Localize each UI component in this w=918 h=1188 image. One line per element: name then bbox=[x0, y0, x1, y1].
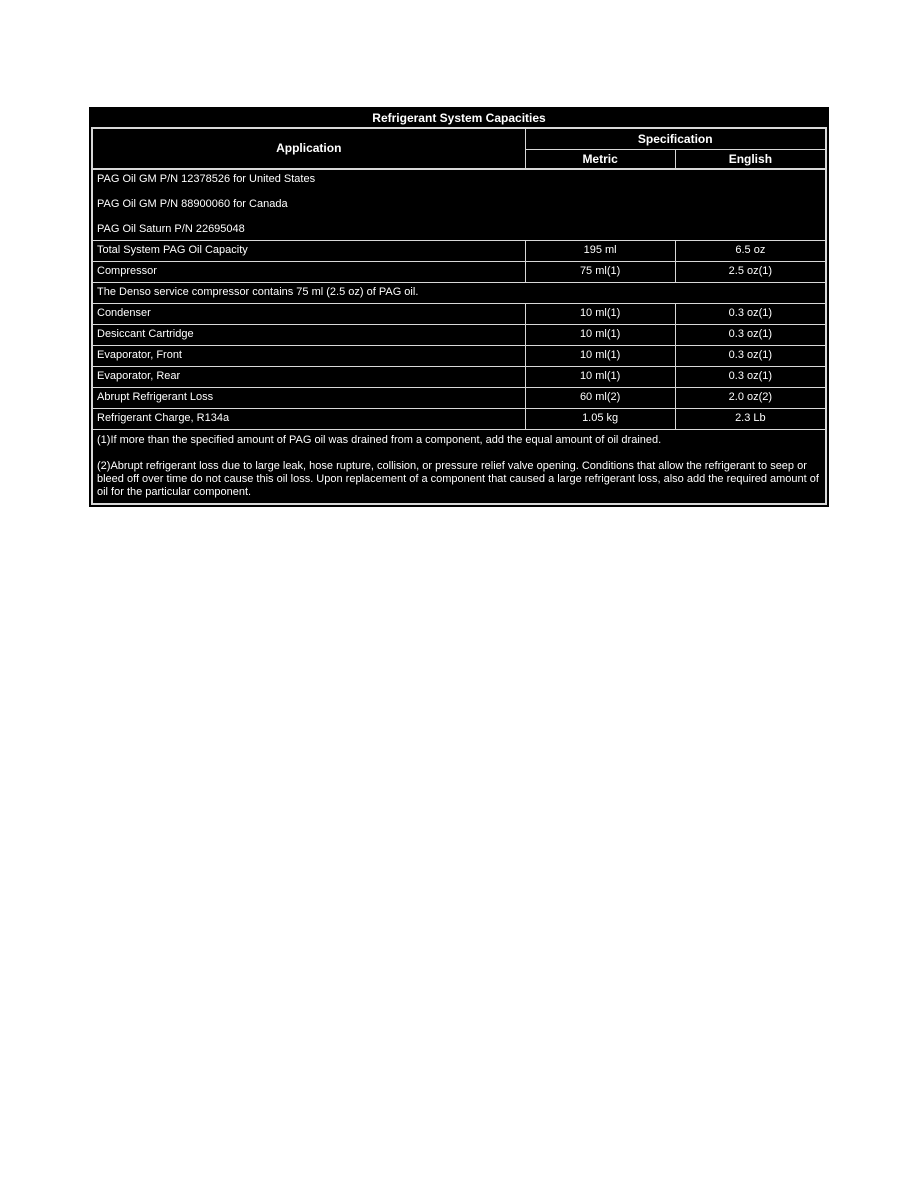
row-metric: 60 ml(2) bbox=[526, 388, 676, 409]
row-metric: 10 ml(1) bbox=[526, 325, 676, 346]
table-row bbox=[91, 241, 827, 262]
oil-part-us: PAG Oil GM P/N 12378526 for United States bbox=[97, 173, 316, 185]
row-english: 2.0 oz(2) bbox=[676, 388, 827, 409]
row-metric: 10 ml(1) bbox=[526, 367, 676, 388]
oil-part-canada: PAG Oil GM P/N 88900060 for Canada bbox=[97, 198, 288, 211]
row-english: 2.5 oz(1) bbox=[676, 262, 827, 283]
row-application: Total System PAG Oil Capacity bbox=[91, 241, 526, 262]
row-application: Compressor bbox=[91, 262, 526, 283]
table-row bbox=[91, 367, 827, 388]
footnote-1: (1)If more than the specified amount of PAG oil was drained from a component, add the equal amount of oil drained. bbox=[97, 433, 662, 446]
table-row bbox=[91, 388, 827, 409]
footnote-2: (2)Abrupt refrigerant loss due to large leak, hose rupture, collision, or pressure relief valve opening. Conditions that allow the refrigerant to seep or bleed off over time do not cause this oil loss. Upon replacement of a component that caused a large refrigerant loss, also add the required amount of oil for the particular component. bbox=[97, 459, 819, 499]
row-metric: 10 ml(1) bbox=[526, 346, 676, 367]
row-english: 0.3 oz(1) bbox=[676, 367, 827, 388]
row-application: Evaporator, Front bbox=[91, 346, 526, 367]
row-metric: 10 ml(1) bbox=[526, 304, 676, 325]
header-metric: Metric bbox=[526, 150, 676, 170]
table-title-row bbox=[91, 109, 827, 129]
row-metric: 195 ml bbox=[526, 241, 676, 262]
header-row-top bbox=[91, 129, 827, 150]
oil-part-saturn: PAG Oil Saturn P/N 22695048 bbox=[97, 223, 245, 236]
row-english: 0.3 oz(1) bbox=[676, 325, 827, 346]
row-application: Abrupt Refrigerant Loss bbox=[91, 388, 526, 409]
row-application: Condenser bbox=[91, 304, 526, 325]
header-application: Application bbox=[91, 129, 526, 170]
row-application: Refrigerant Charge, R134a bbox=[91, 409, 526, 430]
row-metric: 75 ml(1) bbox=[526, 262, 676, 283]
compressor-note-row bbox=[91, 283, 827, 304]
row-application: Desiccant Cartridge bbox=[91, 325, 526, 346]
row-english: 0.3 oz(1) bbox=[676, 346, 827, 367]
row-metric: 1.05 kg bbox=[526, 409, 676, 430]
table-row bbox=[91, 325, 827, 346]
oil-parts-row bbox=[91, 170, 827, 241]
header-specification: Specification bbox=[526, 129, 828, 150]
footnotes-cell bbox=[91, 430, 827, 506]
footnotes-row bbox=[91, 430, 827, 506]
table-row bbox=[91, 304, 827, 325]
row-application: Evaporator, Rear bbox=[91, 367, 526, 388]
table-row bbox=[91, 409, 827, 430]
table-row bbox=[91, 262, 827, 283]
row-english: 2.3 Lb bbox=[676, 409, 827, 430]
row-english: 0.3 oz(1) bbox=[676, 304, 827, 325]
oil-parts-cell bbox=[91, 170, 827, 241]
table-row bbox=[91, 346, 827, 367]
header-english: English bbox=[676, 150, 827, 170]
table-title: Refrigerant System Capacities bbox=[91, 109, 827, 129]
row-english: 6.5 oz bbox=[676, 241, 827, 262]
compressor-note: The Denso service compressor contains 75 ml (2.5 oz) of PAG oil. bbox=[91, 283, 827, 304]
refrigerant-capacities-table bbox=[89, 107, 829, 507]
